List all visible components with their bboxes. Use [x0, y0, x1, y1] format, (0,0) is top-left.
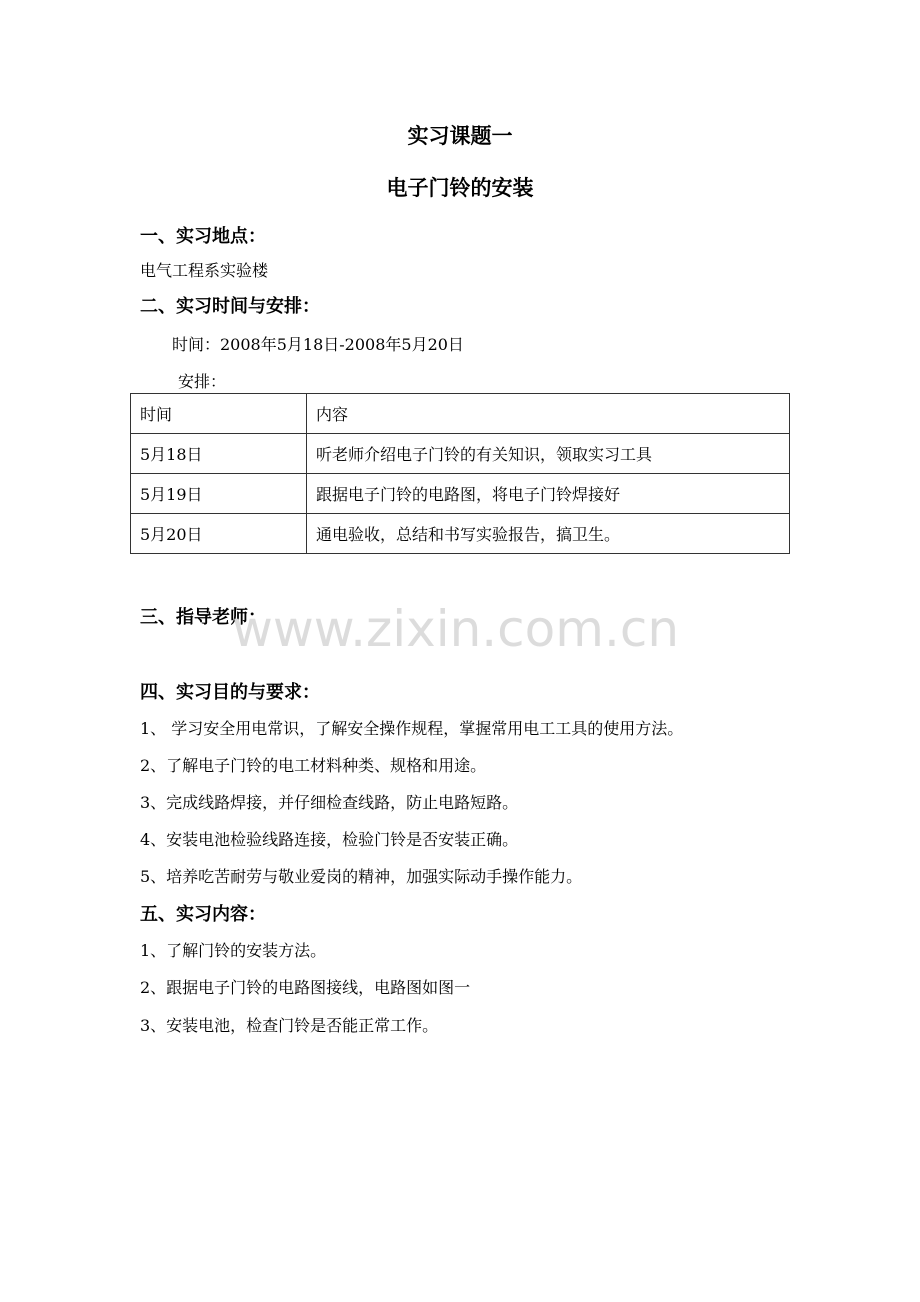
table-cell-content: 听老师介绍电子门铃的有关知识，领取实习工具 — [307, 434, 790, 474]
goal-item: 4、安装电池检验线路连接，检验门铃是否安装正确。 — [140, 830, 519, 849]
title-line-1: 实习课题一 — [407, 124, 513, 148]
table-row — [131, 514, 790, 554]
table-row — [131, 434, 790, 474]
goal-item: 2、了解电子门铃的电工材料种类、规格和用途。 — [140, 756, 487, 775]
time-text: 时间：2008年5月18日-2008年5月20日 — [172, 335, 464, 354]
location-text: 电气工程系实验楼 — [140, 261, 269, 280]
goal-item: 1、 学习安全用电常识，了解安全操作规程，掌握常用电工工具的使用方法。 — [140, 719, 684, 738]
title-line-2: 电子门铃的安装 — [386, 176, 534, 200]
section-heading-goals: 四、实习目的与要求： — [140, 682, 320, 703]
table-cell-date: 5月19日 — [131, 474, 307, 514]
table-cell-date: 5月20日 — [131, 514, 307, 554]
schedule-table — [130, 393, 790, 554]
watermark: www.zixin.com.cn — [232, 600, 680, 658]
table-cell-content: 通电验收，总结和书写实验报告，搞卫生。 — [307, 514, 790, 554]
section-heading-content: 五、实习内容： — [140, 904, 266, 925]
table-header-row — [131, 394, 790, 434]
content-item: 2、跟据电子门铃的电路图接线，电路图如图一 — [140, 978, 471, 997]
table-cell-content: 跟据电子门铃的电路图，将电子门铃焊接好 — [307, 474, 790, 514]
section-heading-time: 二、实习时间与安排： — [140, 296, 320, 317]
section-heading-location: 一、实习地点： — [140, 226, 266, 247]
table-header-cell: 时间 — [131, 394, 307, 434]
table-row — [131, 474, 790, 514]
content-item: 1、了解门铃的安装方法。 — [140, 941, 327, 960]
goal-item: 3、完成线路焊接，并仔细检查线路，防止电路短路。 — [140, 793, 519, 812]
table-cell-date: 5月18日 — [131, 434, 307, 474]
goal-item: 5、培养吃苦耐劳与敬业爱岗的精神，加强实际动手操作能力。 — [140, 867, 583, 886]
table-header-cell: 内容 — [307, 394, 790, 434]
section-heading-teacher: 三、指导老师： — [140, 607, 266, 628]
arrangement-label: 安排： — [178, 372, 227, 391]
content-item: 3、安装电池，检查门铃是否能正常工作。 — [140, 1016, 439, 1035]
